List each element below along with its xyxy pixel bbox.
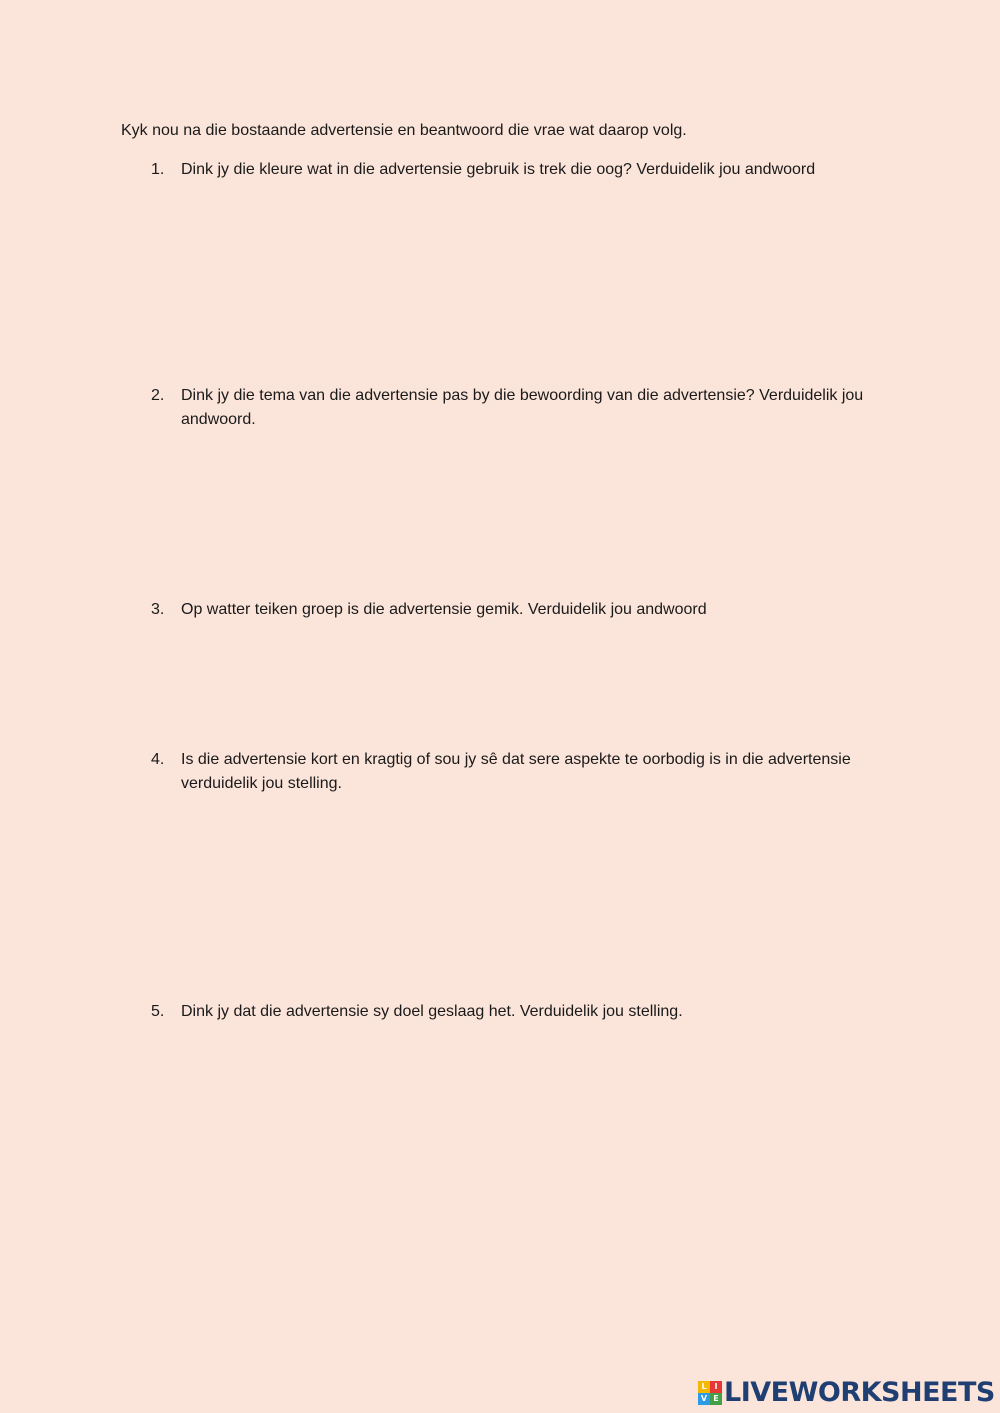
logo-letter-l: L (698, 1381, 710, 1393)
question-1-number: 1. (151, 161, 165, 178)
question-5-number: 5. (151, 1003, 165, 1020)
question-4 (151, 748, 891, 796)
question-3-text: Op watter teiken groep is die advertensie gemik. Verduidelik jou andwoord (181, 601, 707, 618)
question-3-number: 3. (151, 601, 165, 618)
logo-letter-v: V (698, 1393, 710, 1405)
intro-instruction: Kyk nou na die bostaande advertensie en beantwoord die vrae wat daarop volg. (121, 122, 687, 139)
logo-letter-i: I (710, 1381, 722, 1393)
liveworksheets-logo-icon (698, 1381, 722, 1405)
logo-letter-e: E (710, 1393, 722, 1405)
question-3 (151, 598, 891, 622)
question-4-number: 4. (151, 751, 165, 768)
question-1-text: Dink jy die kleure wat in die advertensie gebruik is trek die oog? Verduidelik jou andwoord (181, 161, 816, 178)
question-2-number: 2. (151, 387, 165, 404)
question-1 (151, 158, 891, 182)
liveworksheets-logo-text: LIVEWORKSHEETS (724, 1377, 995, 1408)
question-2 (151, 384, 891, 432)
question-5-text: Dink jy dat die advertensie sy doel geslaag het. Verduidelik jou stelling. (181, 1003, 683, 1020)
question-2-text: Dink jy die tema van die advertensie pas by die bewoording van die advertensie? Verduidelik jou andwoord. (181, 387, 864, 428)
question-5 (151, 1000, 891, 1024)
liveworksheets-logo (698, 1378, 995, 1408)
question-4-text: Is die advertensie kort en kragtig of sou jy sê dat sere aspekte te oorbodig is in die advertensie verduidelik jou stelling. (181, 751, 851, 792)
